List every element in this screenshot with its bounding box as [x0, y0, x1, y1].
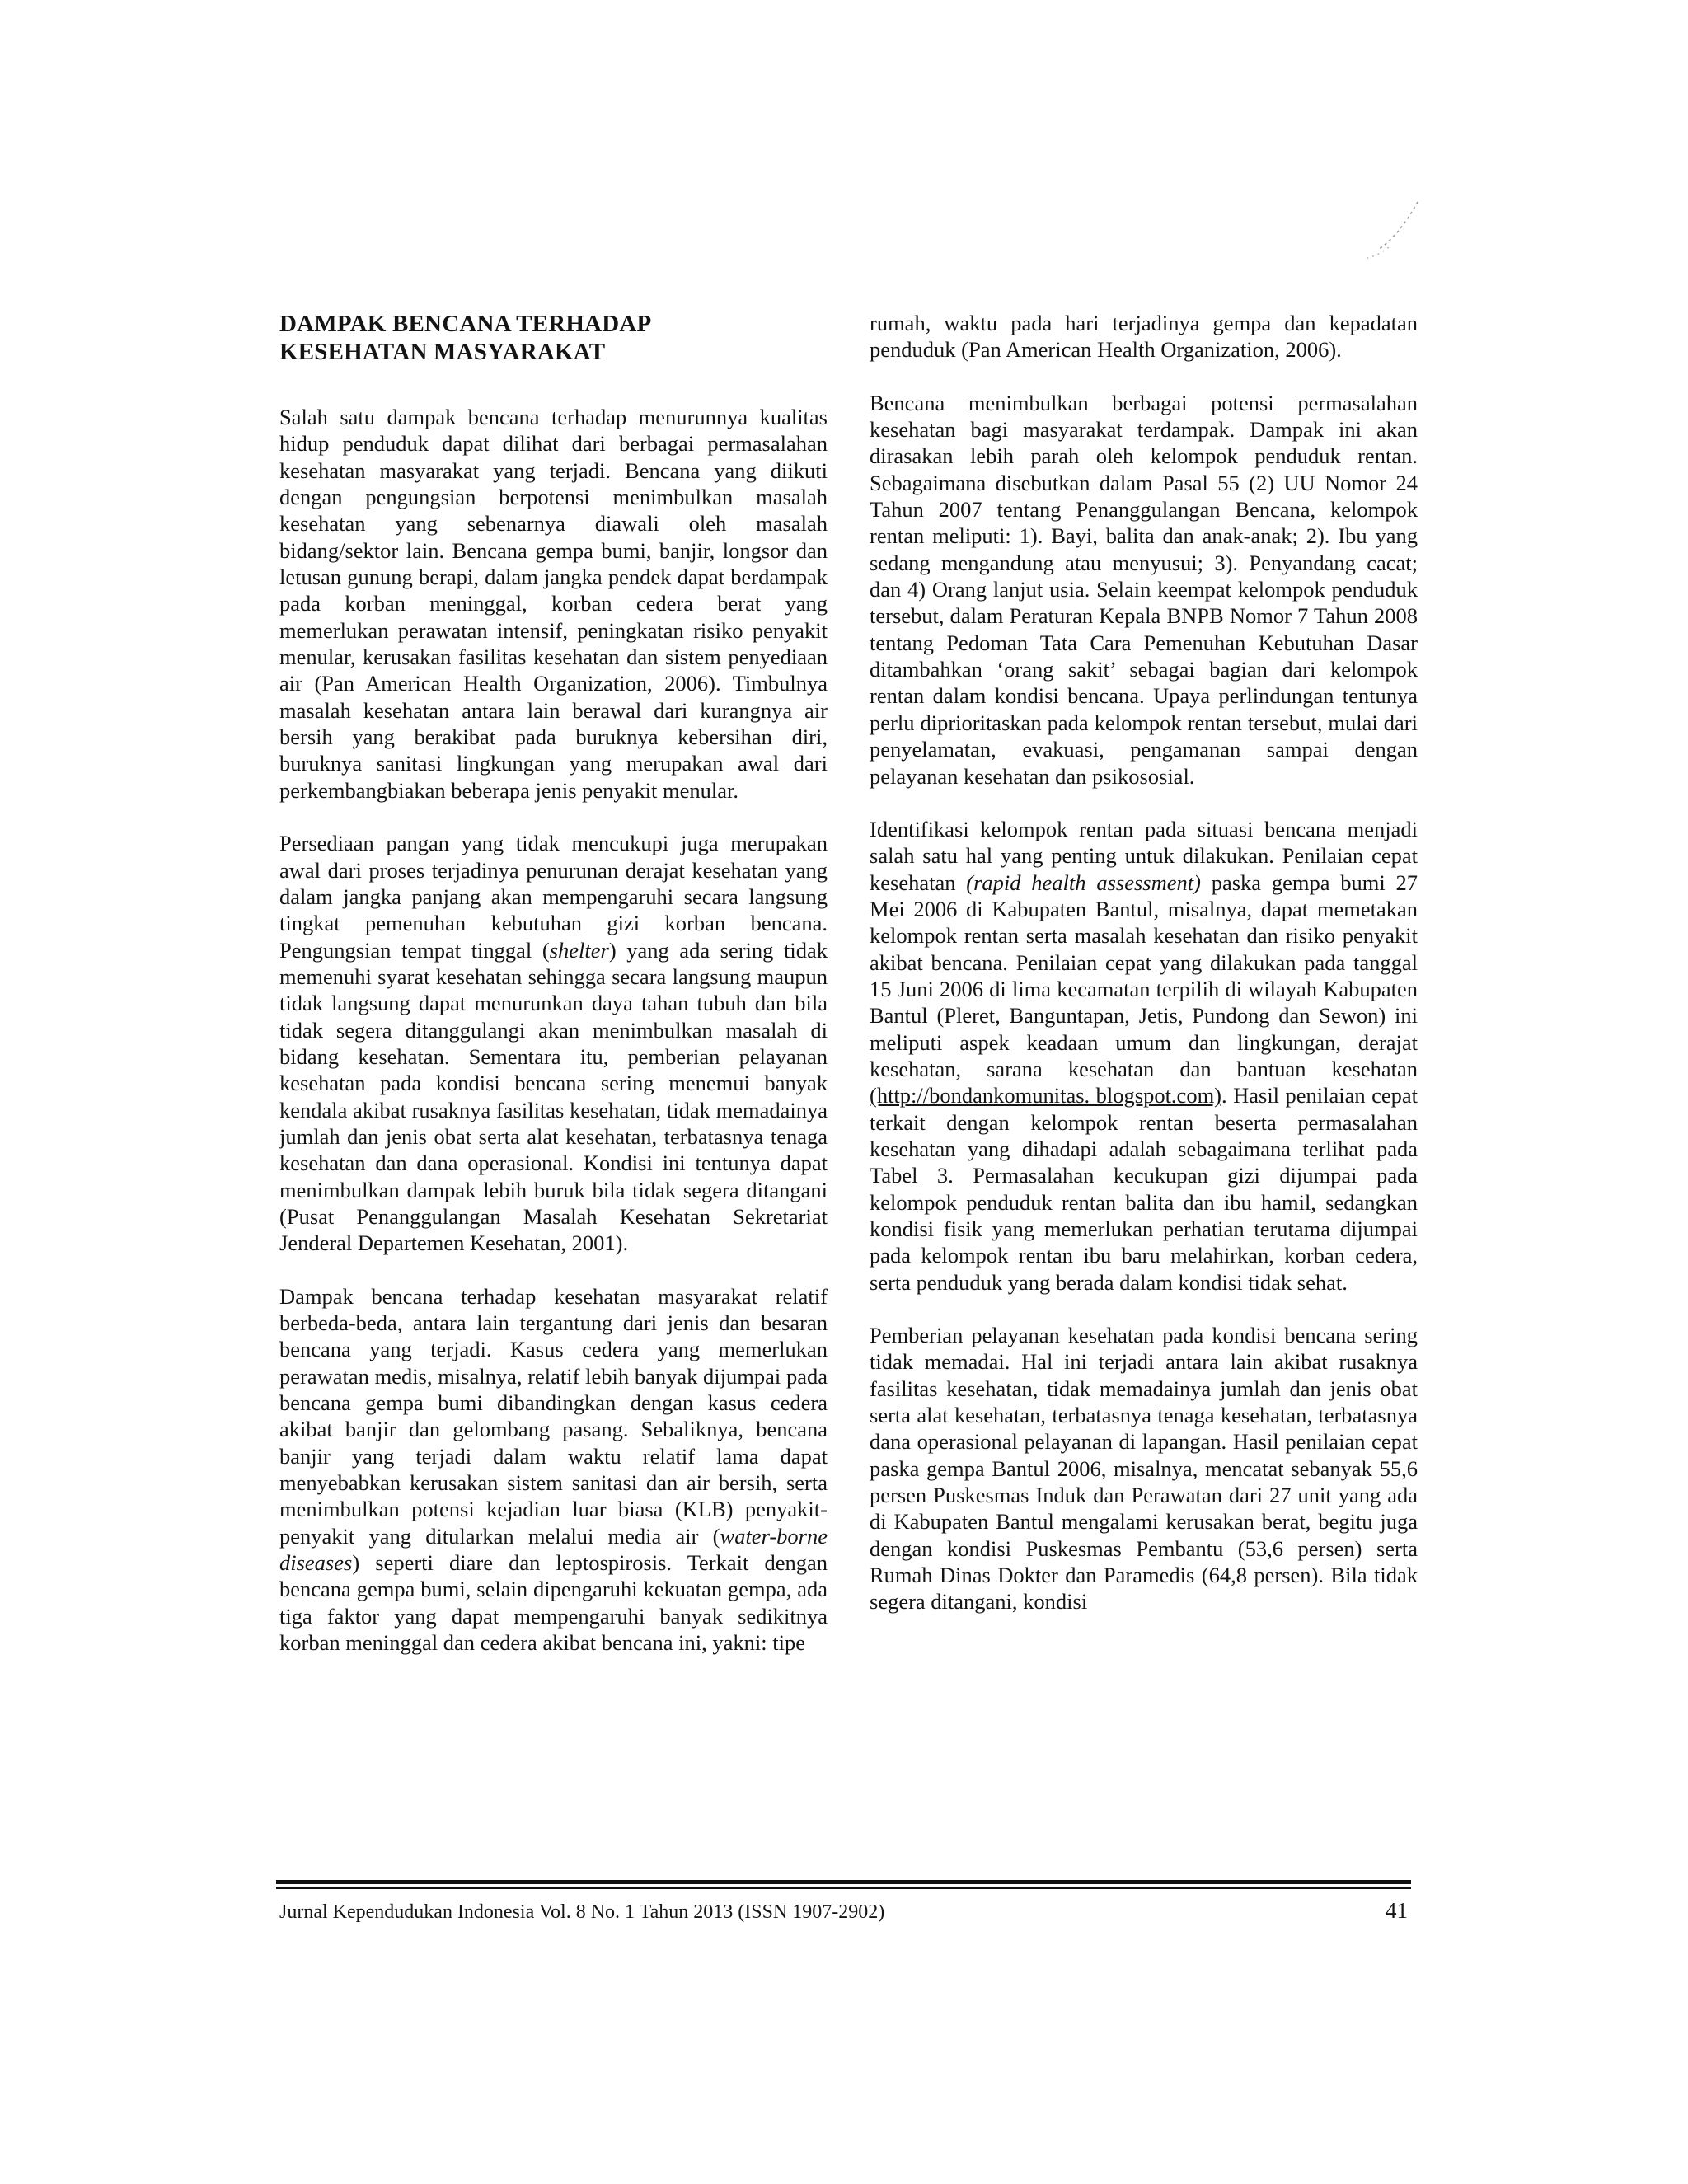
paragraph-5-text-b: paska gempa bumi 27 Mei 2006 di Kabupaten Bantul, misalnya, dapat memetakan kelompok rentan serta masalah kesehatan dan risiko penyakit akibat bencana. Penilaian cepat yang dilakukan pada tanggal 15 Juni 2006 di lima kecamatan terpilih di wilayah Kabupaten Bantul (Pleret, Banguntapan, Jetis, Pundong dan Sewon) ini meliputi aspek keadaan umum dan lingkungan, derajat kesehatan, sarana kesehatan dan bantuan kesehatan: [870, 869, 1418, 1081]
title-line-1: DAMPAK BENCANA TERHADAP: [279, 311, 652, 337]
title-line-2: KESEHATAN MASYARAKAT: [279, 339, 606, 365]
article-section-title: [279, 310, 828, 366]
journal-footer: Jurnal Kependudukan Indonesia Vol. 8 No. 1 Tahun 2013 (ISSN 1907-2902): [279, 1901, 885, 1923]
footer-rule-thin: [276, 1887, 1411, 1889]
paragraph-3: Dampak bencana terhadap kesehatan masyarakat relatif berbeda-beda, antara lain tergantung dari jenis dan besaran bencana yang terjadi. Kasus cedera yang memerlukan perawatan medis, misalnya, relatif lebih banyak dijumpai pada bencana gempa bumi dibandingkan dengan kasus cedera akibat banjir dan gelombang pasang. Sebaliknya, bencana banjir yang terjadi dalam waktu relatif lama dapat menyebabkan kerusakan sistem sanitasi dan air bersih, serta menimbulkan potensi kejadian luar biasa (KLB) penyakit-penyakit yang ditularkan melalui media air (water-borne diseases) seperti diare dan leptospirosis. Terkait dengan bencana gempa bumi, selain dipengaruhi kekuatan gempa, ada tiga faktor yang dapat mempengaruhi banyak sedikitnya korban meninggal dan cedera akibat bencana ini, yakni: tipe: [279, 1283, 828, 1656]
paragraph-5-italic-term: (rapid health assessment): [966, 869, 1201, 895]
right-column: [870, 310, 1418, 1615]
paragraph-4: Bencana menimbulkan berbagai potensi permasalahan kesehatan bagi masyarakat terdampak. Dampak ini akan dirasakan lebih parah oleh kelompok penduduk rentan. Sebagaimana disebutkan dalam Pasal 55 (2) UU Nomor 24 Tahun 2007 tentang Penanggulangan Bencana, kelompok rentan meliputi: 1). Bayi, balita dan anak-anak; 2). Ibu yang sedang mengandung atau menyusui; 3). Penyandang cacat; dan 4) Orang lanjut usia. Selain keempat kelompok penduduk tersebut, dalam Peraturan Kepala BNPB Nomor 7 Tahun 2008 tentang Pedoman Tata Cara Pemenuhan Kebutuhan Dasar ditambahkan ‘orang sakit’ sebagai bagian dari kelompok rentan dalam kondisi bencana. Upaya perlindungan tentunya perlu diprioritaskan pada kelompok rentan tersebut, mulai dari penyelamatan, evakuasi, pengamanan sampai dengan pelayanan kesehatan dan psikososial.: [870, 390, 1418, 789]
paragraph-5-text-a: Identifikasi kelompok rentan pada situasi bencana menjadi salah satu hal yang penting untuk dilakukan. Penilaian cepat kesehatan: [870, 816, 1418, 895]
pencil-mark: [1339, 198, 1422, 264]
paragraph-5-text-c: . Hasil penilaian cepat terkait dengan kelompok rentan beserta permasalahan kesehatan yang dihadapi adalah sebagaimana terlihat pada Tabel 3. Permasalahan kecukupan gizi dijumpai pada kelompok penduduk rentan balita dan ibu hamil, sedangkan kondisi fisik yang memerlukan perhatian terutama dijumpai pada kelompok rentan ibu baru melahirkan, korban cedera, serta penduduk yang berada dalam kondisi tidak sehat.: [870, 1083, 1418, 1295]
paragraph-3-continued: rumah, waktu pada hari terjadinya gempa dan kepadatan penduduk (Pan American Health Organization, 2006).: [870, 311, 1418, 363]
source-url-link[interactable]: (http://bondankomunitas. blogspot.com): [870, 1083, 1222, 1108]
paragraph-5: [870, 816, 1418, 1296]
paragraph-1: Salah satu dampak bencana terhadap menurunnya kualitas hidup penduduk dapat dilihat dari berbagai permasalahan kesehatan masyarakat yang terjadi. Bencana yang diikuti dengan pengungsian berpotensi menimbulkan masalah kesehatan yang sebenarnya diawali oleh masalah bidang/sektor lain. Bencana gempa bumi, banjir, longsor dan letusan gunung berapi, dalam jangka pendek dapat berdampak pada korban meninggal, korban cedera berat yang memerlukan perawatan intensif, peningkatan risiko penyakit menular, kerusakan fasilitas kesehatan dan sistem penyediaan air (Pan American Health Organization, 2006). Timbulnya masalah kesehatan antara lain berawal dari kurangnya air bersih yang berakibat pada buruknya kebersihan diri, buruknya sanitasi lingkungan yang merupakan awal dari perkembangbiakan beberapa jenis penyakit menular.: [279, 405, 828, 803]
paragraph-2: Persediaan pangan yang tidak mencukupi juga merupakan awal dari proses terjadinya penurunan derajat kesehatan yang dalam jangka panjang akan mempengaruhi secara langsung tingkat pemenuhan kebutuhan gizi korban bencana. Pengungsian tempat tinggal (shelter) yang ada sering tidak memenuhi syarat kesehatan sehingga secara langsung maupun tidak langsung dapat menurunkan daya tahan tubuh dan bila tidak segera ditanggulangi akan menimbulkan masalah di bidang kesehatan. Sementara itu, pemberian pelayanan kesehatan pada kondisi bencana sering menemui banyak kendala akibat rusaknya fasilitas kesehatan, tidak memadainya jumlah dan jenis obat serta alat kesehatan, terbatasnya tenaga kesehatan dan dana operasional. Kondisi ini tentunya dapat menimbulkan dampak lebih buruk bila tidak segera ditangani (Pusat Penanggulangan Masalah Kesehatan Sekretariat Jenderal Departemen Kesehatan, 2001).: [279, 831, 828, 1256]
italic-term: shelter: [549, 937, 609, 963]
footer-rule-thick: [276, 1880, 1411, 1884]
paragraph-6: Pemberian pelayanan kesehatan pada kondisi bencana sering tidak memadai. Hal ini terjadi antara lain akibat rusaknya fasilitas kesehatan, tidak memadainya jumlah dan jenis obat serta alat kesehatan, terbatasnya tenaga kesehatan, terbatasnya dana operasional pelayanan di lapangan. Hasil penilaian cepat paska gempa Bantul 2006, misalnya, mencatat sebanyak 55,6 persen Puskesmas Induk dan Perawatan dari 27 unit yang ada di Kabupaten Bantul mengalami kerusakan berat, begitu juga dengan kondisi Puskesmas Pembantu (53,6 persen) serta Rumah Dinas Dokter dan Paramedis (64,8 persen). Bila tidak segera ditangani, kondisi: [870, 1323, 1418, 1615]
italic-term: water-borne diseases: [279, 1523, 828, 1576]
left-column: [279, 310, 828, 1656]
page-number: 41: [1386, 1898, 1408, 1923]
